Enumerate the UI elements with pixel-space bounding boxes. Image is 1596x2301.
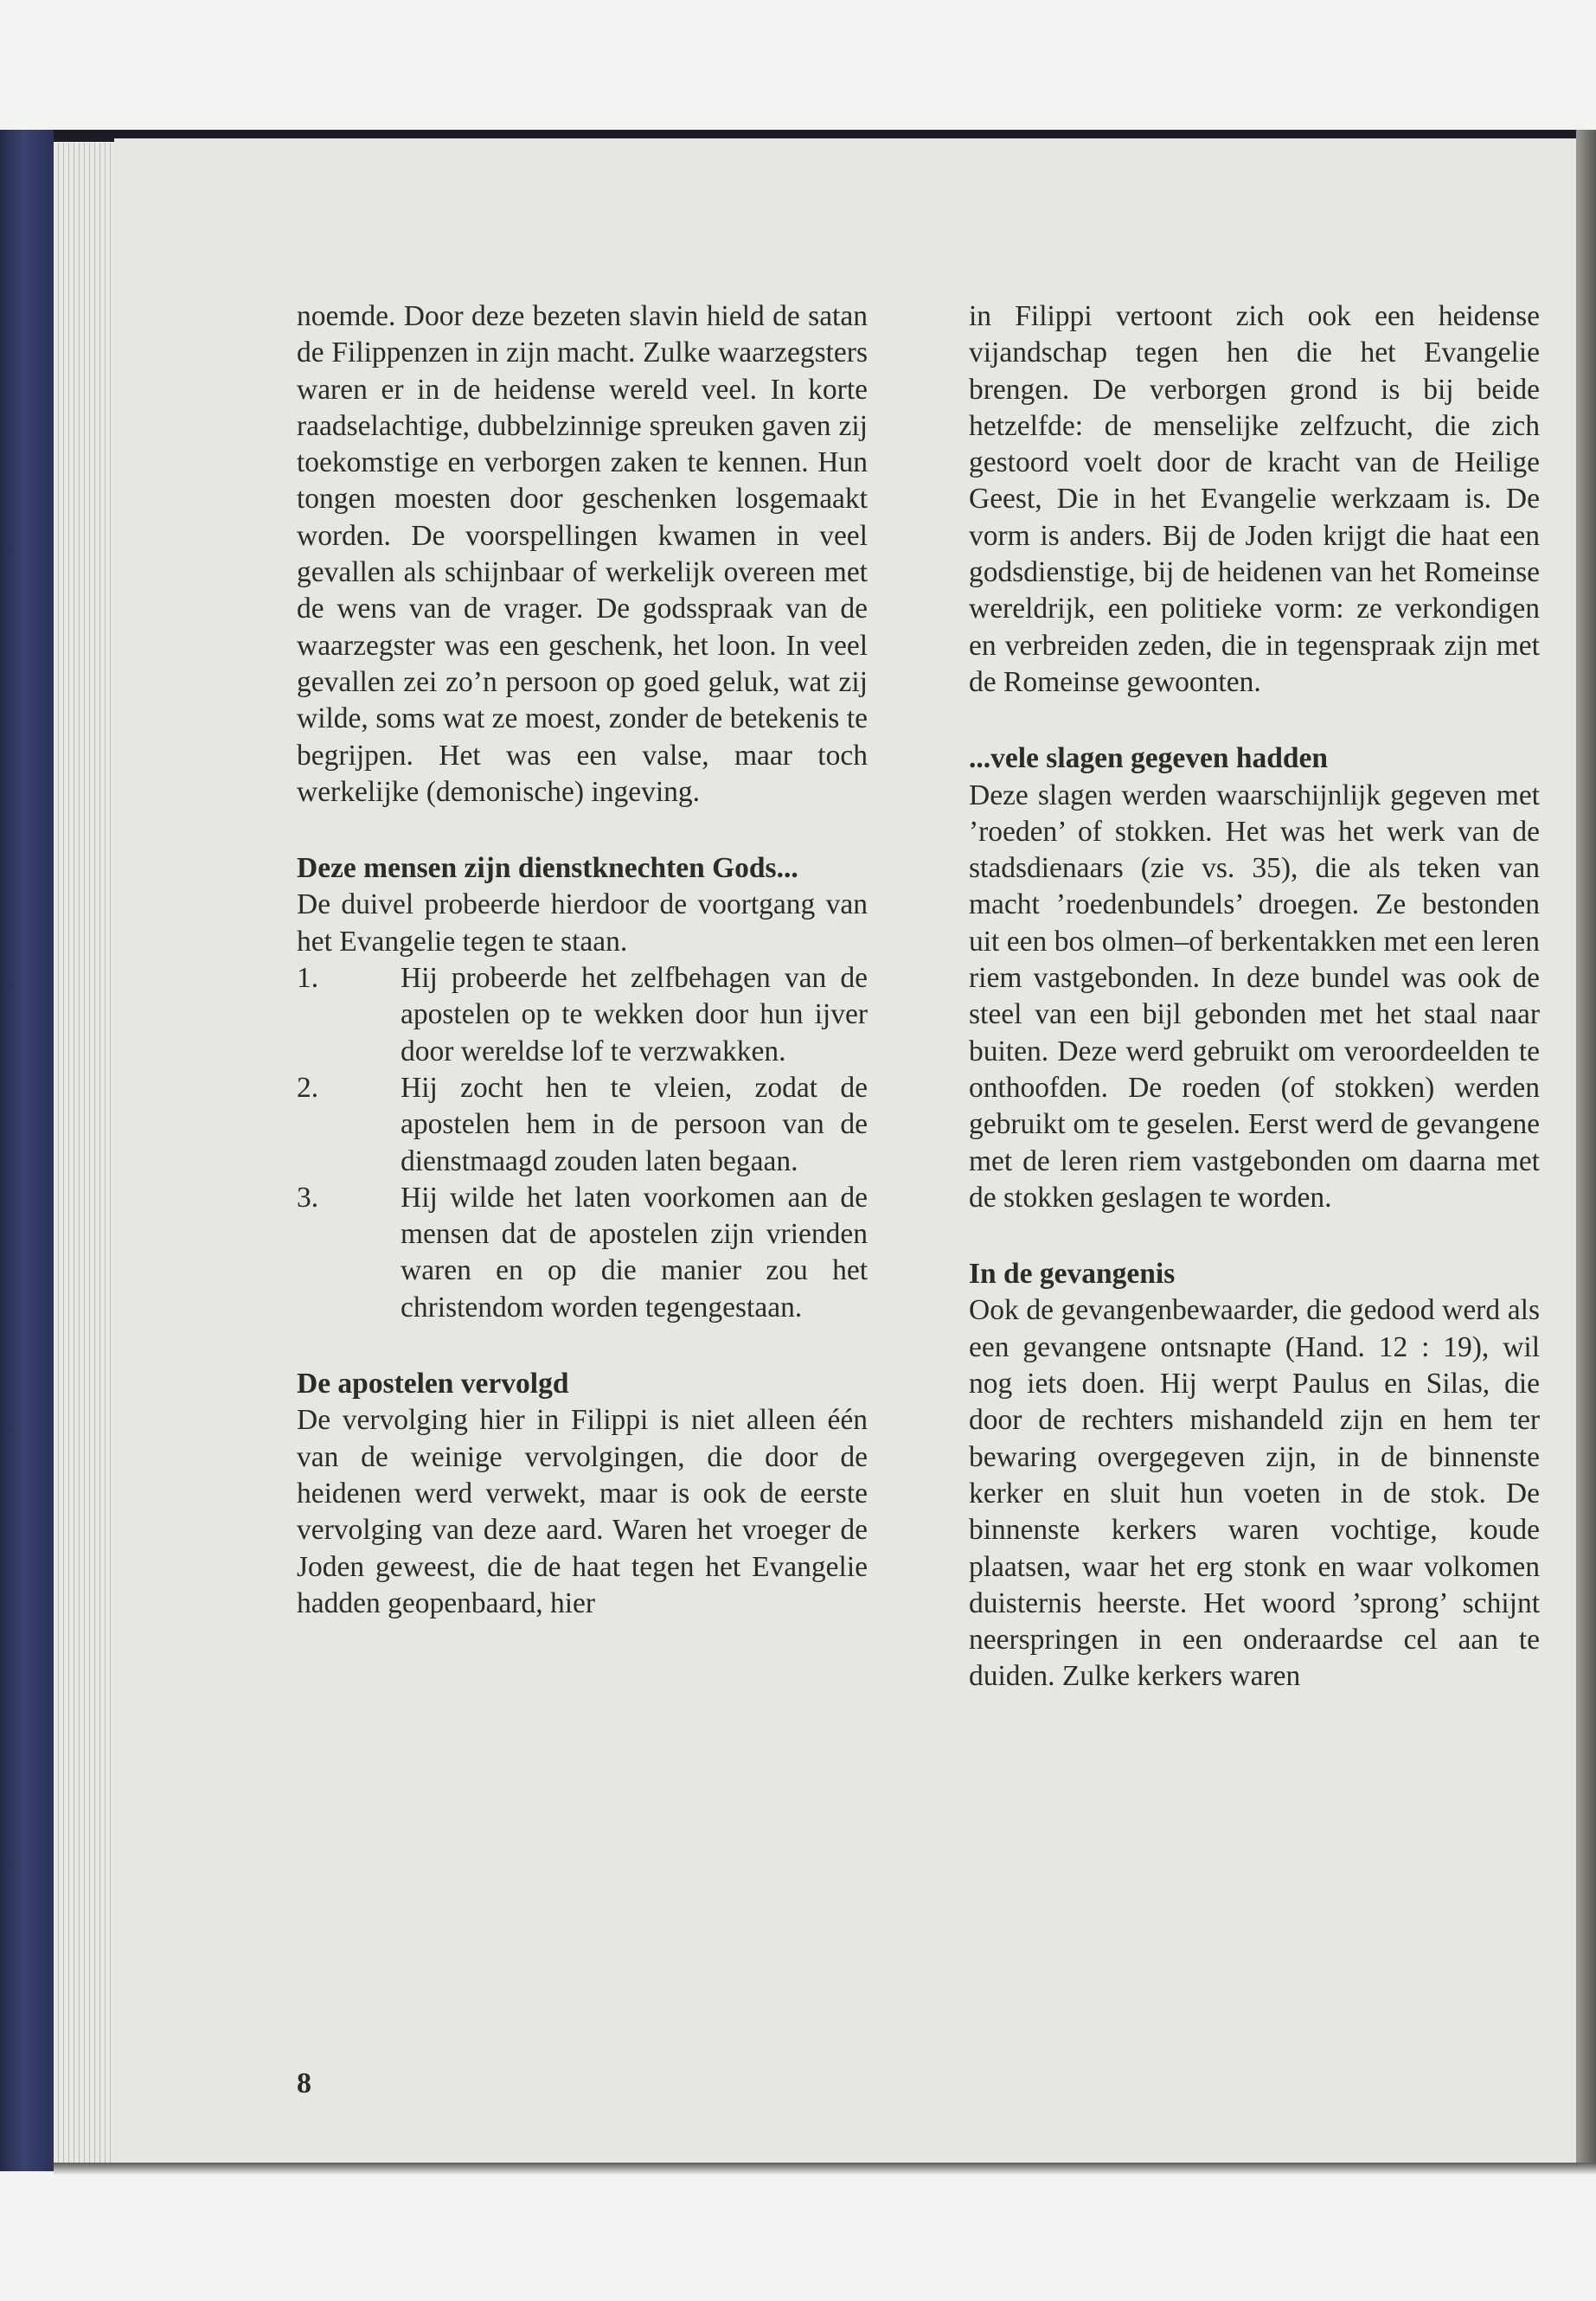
book-bottom-edge [54, 2163, 1596, 2175]
paragraph: De vervolging hier in Filippi is niet alleen één van de weinige vervolgingen, die door de heidenen werd verwekt, maar is ook de eerste vervolging van deze aard. Waren het vroeger de Joden geweest, die de haat tegen het Evangelie hadden geopenbaard, hier [297, 1404, 868, 1619]
page-number: 8 [297, 2067, 311, 2099]
list-item [297, 1070, 868, 1180]
list-number: 1. [297, 962, 319, 995]
paragraph: noemde. Door deze bezeten slavin hield de satan de Filippenzen in zijn macht. Zulke waarzegsters waren er in de heidense wereld veel. In korte raadselachtige, dubbelzinnige spreuken gaven zij toekomstige en verborgen zaken te kennen. Hun tongen moesten door geschenken losgemaakt worden. De voorspellingen kwamen in veel gevallen als schijnbaar of werkelijk overeen met de wens van de vrager. De godsspraak van de waarzegster was een geschenk, het loon. In veel gevallen zei zo’n persoon op goed geluk, wat zij wilde, soms wat ze moest, zonder de betekenis te begrijpen. Het was een valse, maar toch werkelijke (demonische) ingeving. [297, 300, 868, 808]
paragraph: De duivel probeerde hierdoor de voortgang van het Evangelie tegen te staan. [297, 888, 868, 958]
left-column [297, 298, 868, 1622]
section-heading: ...vele slagen gegeven hadden [969, 742, 1329, 775]
paragraph: in Filippi vertoont zich ook een heidense vijandschap tegen hen die het Evangelie brengen. De verborgen grond is bij beide hetzelfde: de menselijke zelfzucht, die zich gestoord voelt door de kracht van de Heilige Geest, Die in het Evangelie werkzaam is. De vorm is anders. Bij de Joden krijgt die haat een godsdienstige, bij de heidenen van het Romeinse wereldrijk, een politieke vorm: ze verkondigen en verbreiden zeden, die in tegenspraak zijn met de Romeinse gewoonten. [969, 300, 1540, 698]
section-heading: Deze mensen zijn dienstknechten Gods... [297, 852, 798, 885]
book-right-edge [1576, 130, 1596, 2171]
section-heading: De apostelen vervolgd [297, 1368, 569, 1400]
section-heading: In de gevangenis [969, 1258, 1176, 1291]
paragraph: Deze slagen werden waarschijnlijk gegeven met ’roeden’ of stokken. Het was het werk van de stadsdienaars (zie vs. 35), die als teken van macht ’roedenbundels’ droegen. Ze bestonden uit een bos olmen–of berkentakken met een leren riem vastgebonden. In deze bundel was ook de steel van een bijl gebonden met het staal naar buiten. Deze werd gebruikt om veroordeelden te onthoofden. De roeden (of stokken) werden gebruikt om te geselen. Eerst werd de gevangene met de leren riem vastgebonden om daarna met de stokken geslagen te worden. [969, 779, 1540, 1214]
page-edges [54, 143, 116, 2167]
list-item [297, 960, 868, 1070]
list-number: 3. [297, 1181, 319, 1214]
list-text: Hij wilde het laten voorkomen aan de mensen dat de apostelen zijn vrienden waren en op die manier zou het christendom worden tegengestaan. [401, 1181, 868, 1324]
list-number: 2. [297, 1071, 319, 1104]
list-item [297, 1180, 868, 1326]
list-text: Hij probeerde het zelfbehagen van de apostelen op te wekken door hun ijver door wereldse lof te verzwakken. [401, 962, 868, 1067]
right-column [969, 298, 1540, 1695]
list-text: Hij zocht hen te vleien, zodat de apostelen hem in de persoon van de dienstmaagd zouden laten begaan. [401, 1071, 868, 1177]
book-spine [0, 130, 54, 2171]
paragraph: Ook de gevangenbewaarder, die gedood werd als een gevangene ontsnapte (Hand. 12 : 19), wil nog iets doen. Hij werpt Paulus en Silas, die door de rechters mishandeld zijn en hem ter bewaring overgegeven zijn, in de binnenste kerker en sluit hun voeten in de stok. De binnenste kerkers waren vochtige, koude plaatsen, waar het erg stonk en waar volkomen duisternis heerste. Het woord ’sprong’ schijnt neerspringen in een onderaardse cel aan te duiden. Zulke kerkers waren [969, 1294, 1540, 1693]
